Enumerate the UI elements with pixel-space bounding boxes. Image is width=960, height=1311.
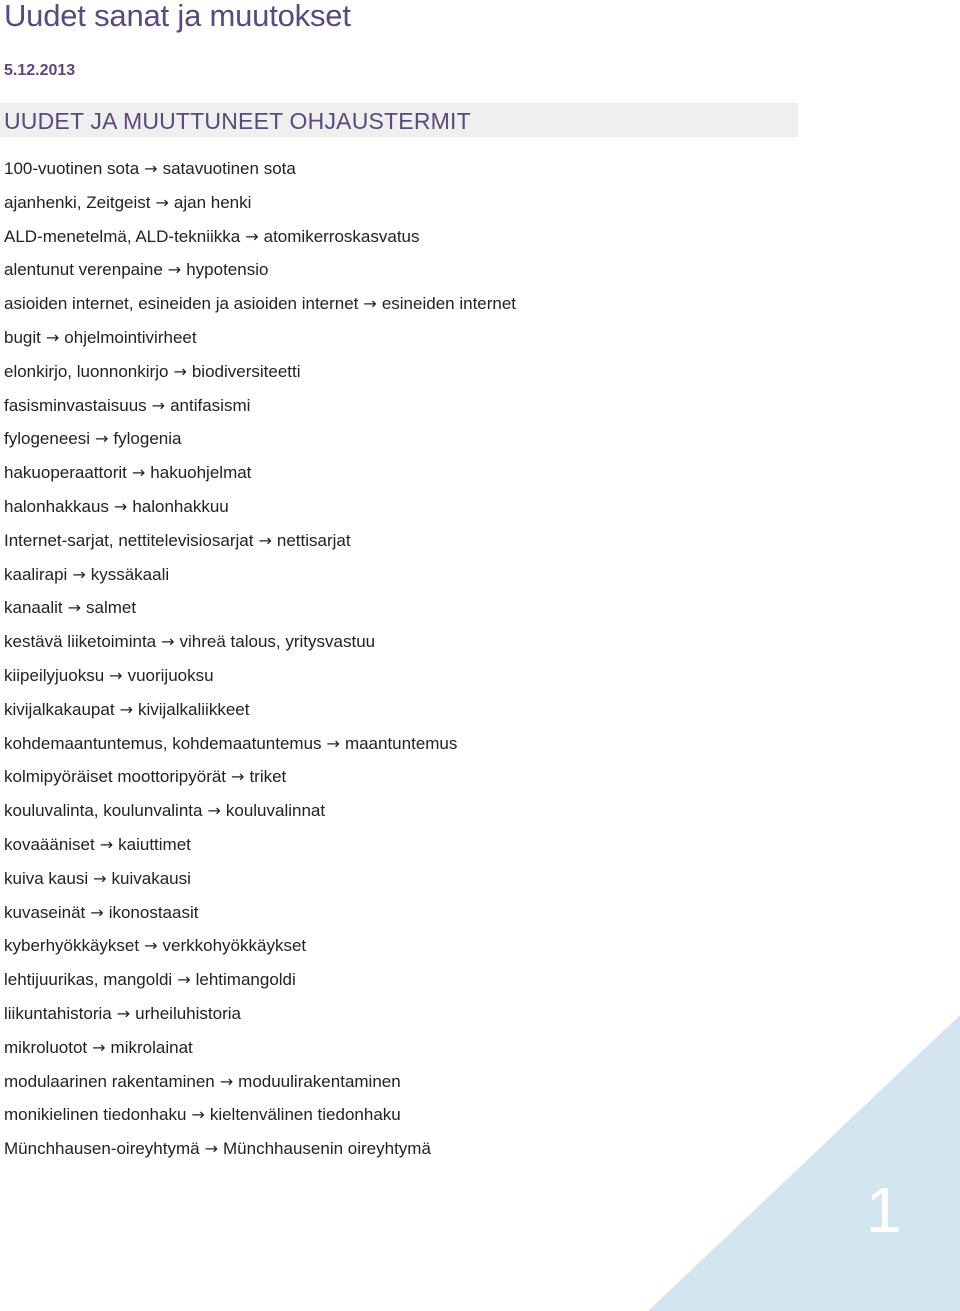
term-row	[4, 1001, 516, 1035]
arrow-right-icon: →	[161, 632, 175, 652]
arrow-right-icon: →	[204, 1139, 219, 1159]
old-term: kolmipyöräiset moottoripyörät	[4, 767, 227, 787]
old-term: alentunut verenpaine	[4, 260, 163, 280]
section-heading-bar	[0, 103, 798, 137]
old-term: elonkirjo, luonnonkirjo	[4, 361, 169, 381]
arrow-right-icon: →	[99, 834, 114, 854]
old-term: kiipeilyjuoksu	[4, 665, 105, 685]
new-term: vihreä talous, yritysvastuu	[179, 632, 376, 652]
new-term: kieltenvälinen tiedonhaku	[209, 1105, 401, 1125]
old-term: kuiva kausi	[4, 868, 89, 888]
arrow-right-icon: →	[245, 226, 259, 246]
term-row	[4, 494, 516, 528]
arrow-right-icon: →	[95, 429, 109, 449]
old-term: lehtijuurikas, mangoldi	[4, 970, 173, 990]
new-term: kyssäkaali	[90, 564, 170, 584]
old-term: Münchhausen-oireyhtymä	[4, 1139, 200, 1159]
new-term: hakuohjelmat	[150, 463, 252, 483]
new-term: ajan henki	[173, 192, 252, 212]
term-row	[4, 528, 516, 562]
arrow-right-icon: →	[144, 936, 158, 956]
old-term: kestävä liiketoiminta	[4, 632, 157, 652]
arrow-right-icon: →	[167, 260, 182, 280]
new-term: esineiden internet	[381, 294, 517, 314]
old-term: bugit	[4, 327, 41, 347]
term-row	[4, 224, 516, 258]
old-term: kivijalkakaupat	[4, 699, 115, 719]
arrow-right-icon: →	[258, 530, 272, 550]
old-term: mikroluotot	[4, 1037, 88, 1057]
old-term: monikielinen tiedonhaku	[4, 1105, 187, 1125]
new-term: hypotensio	[186, 260, 269, 280]
new-term: kivijalkaliikkeet	[137, 699, 250, 719]
arrow-right-icon: →	[191, 1105, 205, 1125]
term-row	[4, 967, 516, 1001]
term-row	[4, 393, 516, 427]
new-term: maantuntemus	[344, 733, 458, 753]
arrow-right-icon: →	[363, 294, 377, 314]
page-title: Uudet sanat ja muutokset	[4, 0, 351, 33]
term-row	[4, 190, 516, 224]
old-term: kaalirapi	[4, 564, 68, 584]
arrow-right-icon: →	[173, 361, 187, 381]
arrow-right-icon: →	[131, 463, 146, 483]
term-row	[4, 562, 516, 596]
page-date: 5.12.2013	[4, 62, 76, 79]
old-term: fylogeneesi	[4, 429, 91, 449]
arrow-right-icon: →	[177, 970, 191, 990]
arrow-right-icon: →	[116, 1003, 131, 1023]
arrow-right-icon: →	[231, 767, 245, 787]
old-term: halonhakkaus	[4, 496, 109, 516]
old-term: kouluvalinta, koulunvalinta	[4, 801, 203, 821]
new-term: atomikerroskasvatus	[263, 226, 420, 246]
section-heading: UUDET JA MUUTTUNEET OHJAUSTERMIT	[4, 108, 471, 134]
arrow-right-icon: →	[113, 496, 128, 516]
old-term: asioiden internet, esineiden ja asioiden internet	[4, 294, 359, 314]
old-term: liikuntahistoria	[4, 1003, 112, 1023]
new-term: salmet	[86, 598, 137, 618]
term-row	[4, 595, 516, 629]
term-row	[4, 460, 516, 494]
term-row	[4, 325, 516, 359]
new-term: urheiluhistoria	[135, 1003, 241, 1023]
term-row	[4, 629, 516, 663]
term-row	[4, 257, 516, 291]
old-term: ajanhenki, Zeitgeist	[4, 192, 151, 212]
term-row	[4, 933, 516, 967]
term-row	[4, 1069, 516, 1103]
new-term: antifasismi	[170, 395, 251, 415]
new-term: nettisarjat	[276, 530, 351, 550]
arrow-right-icon: →	[144, 159, 158, 178]
new-term: mikrolainat	[110, 1037, 193, 1057]
term-list	[4, 156, 516, 1170]
new-term: moduulirakentaminen	[238, 1071, 401, 1091]
new-term: ikonostaasit	[108, 902, 199, 922]
new-term: kaiuttimet	[118, 834, 191, 854]
term-row	[4, 1035, 516, 1069]
old-term: kanaalit	[4, 598, 63, 618]
corner-decoration	[648, 1015, 960, 1311]
term-row	[4, 866, 516, 900]
arrow-right-icon: →	[219, 1071, 234, 1091]
arrow-right-icon: →	[72, 564, 86, 584]
corner-triangle	[648, 1015, 960, 1311]
arrow-right-icon: →	[45, 327, 60, 347]
arrow-right-icon: →	[93, 868, 107, 888]
term-row	[4, 291, 516, 325]
arrow-right-icon: →	[119, 699, 133, 719]
new-term: satavuotinen sota	[162, 159, 296, 178]
new-term: verkkohyökkäykset	[162, 936, 307, 956]
old-term: kohdemaantuntemus, kohdemaatuntemus	[4, 733, 322, 753]
old-term: kuvaseinät	[4, 902, 86, 922]
arrow-right-icon: →	[90, 902, 104, 922]
old-term: hakuoperaattorit	[4, 463, 127, 483]
new-term: biodiversiteetti	[191, 361, 301, 381]
old-term: fasisminvastaisuus	[4, 395, 147, 415]
arrow-right-icon: →	[109, 665, 123, 685]
new-term: kouluvalinnat	[225, 801, 326, 821]
new-term: ohjelmointivirheet	[64, 327, 197, 347]
new-term: fylogenia	[113, 429, 182, 449]
new-term: vuorijuoksu	[127, 665, 214, 685]
term-row	[4, 798, 516, 832]
arrow-right-icon: →	[207, 801, 221, 821]
term-row	[4, 764, 516, 798]
term-row	[4, 832, 516, 866]
arrow-right-icon: →	[92, 1037, 106, 1057]
new-term: kuivakausi	[111, 868, 191, 888]
old-term: ALD-menetelmä, ALD-tekniikka	[4, 226, 241, 246]
new-term: halonhakkuu	[132, 496, 229, 516]
term-row	[4, 359, 516, 393]
new-term: Münchhausenin oireyhtymä	[223, 1139, 431, 1159]
term-row	[4, 1136, 516, 1170]
term-row	[4, 697, 516, 731]
arrow-right-icon: →	[155, 192, 169, 212]
term-row	[4, 663, 516, 697]
term-row	[4, 731, 516, 765]
term-row	[4, 1102, 516, 1136]
old-term: 100-vuotinen sota	[4, 159, 140, 178]
old-term: Internet-sarjat, nettitelevisiosarjat	[4, 530, 254, 550]
arrow-right-icon: →	[326, 733, 340, 753]
term-row	[4, 426, 516, 460]
term-row	[4, 900, 516, 934]
old-term: modulaarinen rakentaminen	[4, 1071, 215, 1091]
page-number: 1	[866, 1174, 902, 1246]
new-term: triket	[249, 767, 287, 787]
term-row	[4, 156, 516, 190]
old-term: kyberhyökkäykset	[4, 936, 140, 956]
arrow-right-icon: →	[151, 395, 166, 415]
new-term: lehtimangoldi	[195, 970, 296, 990]
arrow-right-icon: →	[67, 598, 82, 618]
old-term: kovaääniset	[4, 834, 95, 854]
